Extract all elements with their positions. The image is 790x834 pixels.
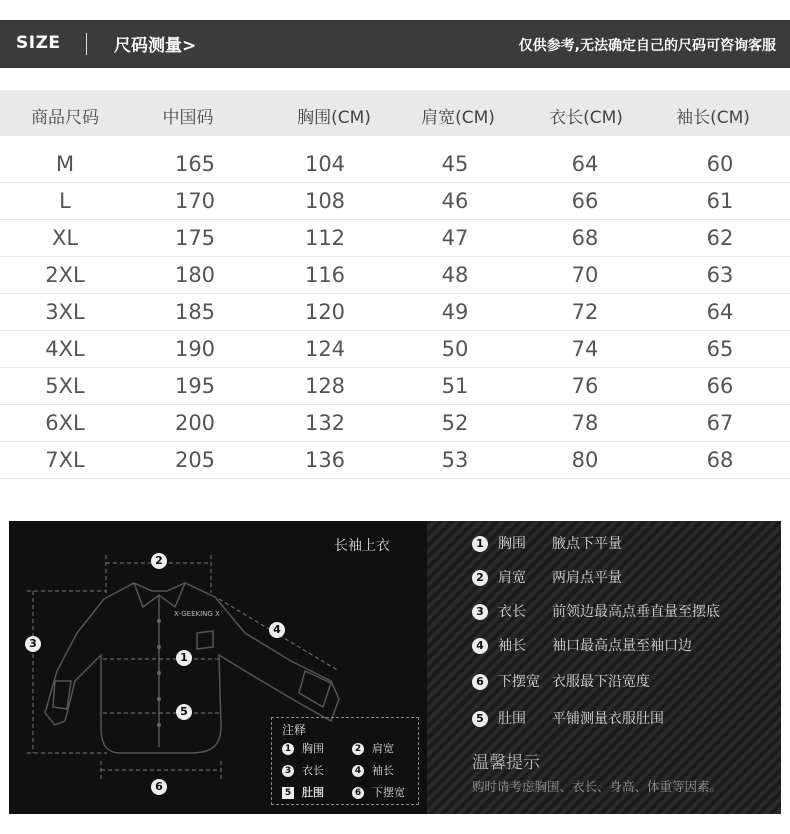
column-header: 中国码 xyxy=(162,108,214,128)
column-header: 商品尺码 xyxy=(31,108,99,128)
size-table xyxy=(0,146,790,479)
table-cell: 7XL xyxy=(0,442,130,479)
table-cell: 120 xyxy=(260,294,390,331)
header-bar xyxy=(0,20,790,68)
table-cell: 124 xyxy=(260,331,390,368)
table-cell: 2XL xyxy=(0,257,130,294)
guide-title: 长袖上衣 xyxy=(334,538,390,554)
table-cell: 76 xyxy=(520,368,650,405)
table-cell: 80 xyxy=(520,442,650,479)
table-cell: 70 xyxy=(520,257,650,294)
measurement-item: 2 肩宽 两肩点平量 xyxy=(472,567,622,589)
table-cell: 185 xyxy=(130,294,260,331)
diagram-marker-6: 6 xyxy=(151,779,167,801)
measurement-instructions-panel xyxy=(427,521,781,814)
table-cell: 165 xyxy=(130,146,260,183)
table-cell: 112 xyxy=(260,220,390,257)
size-table-header xyxy=(0,90,790,136)
table-cell: 116 xyxy=(260,257,390,294)
table-cell: 60 xyxy=(650,146,790,183)
table-cell: 205 xyxy=(130,442,260,479)
table-cell: 61 xyxy=(650,183,790,220)
table-row xyxy=(0,405,790,442)
table-cell: 6XL xyxy=(0,405,130,442)
table-cell: 190 xyxy=(130,331,260,368)
column-header: 肩宽(CM) xyxy=(421,108,495,128)
table-cell: 128 xyxy=(260,368,390,405)
table-cell: 74 xyxy=(520,331,650,368)
legend-item: 2 肩宽 xyxy=(352,740,394,756)
table-cell: 52 xyxy=(390,405,520,442)
table-cell: M xyxy=(0,146,130,183)
table-row xyxy=(0,220,790,257)
table-cell: 67 xyxy=(650,405,790,442)
table-cell: 3XL xyxy=(0,294,130,331)
table-cell: 195 xyxy=(130,368,260,405)
diagram-marker-5: 5 xyxy=(176,704,192,726)
tips-text: 购时请考虑胸围、衣长、身高、体重等因素。 xyxy=(472,779,723,794)
measurement-item: 1 胸围 腋点下平量 xyxy=(472,533,622,555)
table-row xyxy=(0,331,790,368)
column-header: 袖长(CM) xyxy=(676,108,750,128)
column-header: 衣长(CM) xyxy=(549,108,623,128)
table-cell: 5XL xyxy=(0,368,130,405)
table-row xyxy=(0,146,790,183)
table-cell: 200 xyxy=(130,405,260,442)
table-cell: 175 xyxy=(130,220,260,257)
table-cell: 53 xyxy=(390,442,520,479)
brand-mark: X-GEEKING X xyxy=(174,610,220,618)
header-divider xyxy=(86,33,87,55)
table-cell: 63 xyxy=(650,257,790,294)
size-label: SIZE xyxy=(16,33,61,53)
table-cell: 49 xyxy=(390,294,520,331)
measurement-item: 5 肚围 平铺测量衣服肚围 xyxy=(472,708,664,730)
table-cell: 46 xyxy=(390,183,520,220)
table-cell: 78 xyxy=(520,405,650,442)
table-cell: 66 xyxy=(520,183,650,220)
table-cell: 64 xyxy=(650,294,790,331)
header-title: 尺码测量> xyxy=(114,36,197,56)
table-cell: 50 xyxy=(390,331,520,368)
measurement-item: 4 袖长 袖口最高点量至袖口边 xyxy=(472,635,692,657)
legend-box xyxy=(271,717,419,805)
table-cell: 170 xyxy=(130,183,260,220)
measurement-item: 6 下摆宽 衣服最下沿宽度 xyxy=(472,671,650,693)
table-cell: 51 xyxy=(390,368,520,405)
table-cell: 68 xyxy=(520,220,650,257)
table-cell: 104 xyxy=(260,146,390,183)
legend-item: 3 衣长 xyxy=(282,762,324,778)
table-row xyxy=(0,294,790,331)
legend-item: 5 肚围 xyxy=(282,784,324,800)
table-cell: 62 xyxy=(650,220,790,257)
table-cell: 136 xyxy=(260,442,390,479)
measurement-guide xyxy=(9,521,781,814)
column-header: 胸围(CM) xyxy=(297,108,371,128)
table-cell: 132 xyxy=(260,405,390,442)
table-row xyxy=(0,368,790,405)
header-note: 仅供参考,无法确定自己的尺码可咨询客服 xyxy=(518,38,776,54)
table-row xyxy=(0,183,790,220)
table-cell: 65 xyxy=(650,331,790,368)
table-cell: L xyxy=(0,183,130,220)
garment-diagram-panel xyxy=(9,521,427,814)
legend-item: 1 胸围 xyxy=(282,740,324,756)
table-cell: 108 xyxy=(260,183,390,220)
table-cell: 4XL xyxy=(0,331,130,368)
table-cell: 68 xyxy=(650,442,790,479)
table-cell: XL xyxy=(0,220,130,257)
table-cell: 47 xyxy=(390,220,520,257)
table-row xyxy=(0,257,790,294)
legend-header: 注释 xyxy=(282,723,307,737)
diagram-marker-4: 4 xyxy=(269,622,285,644)
table-row xyxy=(0,442,790,479)
table-cell: 72 xyxy=(520,294,650,331)
table-cell: 180 xyxy=(130,257,260,294)
legend-item: 4 袖长 xyxy=(352,762,394,778)
tips-title: 温馨提示 xyxy=(472,753,540,773)
table-cell: 45 xyxy=(390,146,520,183)
diagram-marker-1: 1 xyxy=(176,650,192,672)
table-cell: 66 xyxy=(650,368,790,405)
diagram-marker-3: 3 xyxy=(25,636,41,658)
table-cell: 48 xyxy=(390,257,520,294)
measurement-item: 3 衣长 前领边最高点垂直量至摆底 xyxy=(472,601,720,623)
diagram-marker-2: 2 xyxy=(151,553,167,575)
legend-item: 6 下摆宽 xyxy=(352,784,405,800)
table-cell: 64 xyxy=(520,146,650,183)
